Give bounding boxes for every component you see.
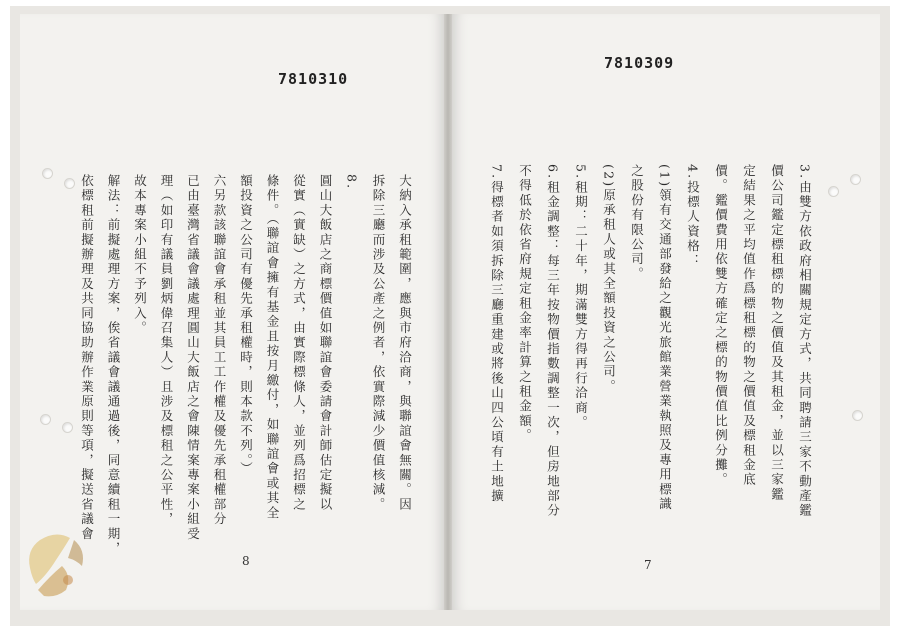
binding-hole <box>850 174 861 185</box>
binding-hole <box>828 186 839 197</box>
text-column: 圓山大飯店之商標價值如聯誼會委請會計師估定擬以 <box>318 174 333 513</box>
text-column: 從實（實缺）之方式，由實際標條人，並列爲招標之 <box>291 174 307 513</box>
right-page <box>452 14 880 610</box>
text-column: 價。鑑價費用依雙方確定之標的物價值比例分攤。 <box>713 164 729 488</box>
book-gutter <box>444 14 452 610</box>
text-column: 拆除三廳而涉及公產之例者，依實際減少價值核減。 <box>371 174 386 513</box>
text-column: 大納入承租範圍，應與市府洽商，與聯誼會無關。因 <box>397 174 413 513</box>
binding-hole <box>64 178 75 189</box>
text-column: 理（如印有議員劉炳偉召集人）且涉及標租之公平性， <box>159 174 174 527</box>
library-seal-logo <box>16 520 102 606</box>
text-column: 依標租前擬辦理及共同協助辦作業原則等項，擬送省議會 <box>79 174 95 542</box>
text-column: 7.得標者如須拆除三廳重建或將後山四公頃有土地擴 <box>489 164 505 504</box>
text-column: (1)領有交通部發給之觀光旅館業營業執照及專用標識 <box>657 164 673 512</box>
text-column: 之股份有限公司。 <box>629 164 645 282</box>
binding-hole <box>62 422 73 433</box>
binding-hole <box>40 414 51 425</box>
right-page-number: 7 <box>644 558 652 572</box>
text-column: 定結果之平均值作爲標租標的物之價值及標租金底 <box>741 164 757 488</box>
text-column: 解法：前擬處理方案，俟省議會議通過後，同意續租一期， <box>106 174 121 557</box>
text-column: 3.由雙方依政府相關規定方式，共同聘請三家不動產鑑 <box>797 164 813 519</box>
right-doc-number: 7810309 <box>604 54 675 72</box>
text-column: 4.投標人資格： <box>685 164 701 269</box>
text-column: 6.租金調整：每三年按物價指數調整一次，但房地部分 <box>545 164 561 519</box>
text-column: 不得低於依省府規定租金率計算之租金額。 <box>517 164 533 444</box>
text-column: 已由臺灣省議會議處理圓山大飯店之會陳情案專案小組受 <box>185 174 201 542</box>
left-doc-number: 7810310 <box>278 70 349 88</box>
text-column: 額投資之公司有優先承租權時，則本款不列。） <box>238 174 254 477</box>
text-column: 條件。（聯誼會擁有基金且按月繳付，如聯誼會或其全 <box>265 174 280 521</box>
text-column: 8. <box>344 174 360 191</box>
scanned-book-spread <box>10 6 890 626</box>
text-column: (2)原承租人或其全額投資之公司。 <box>601 164 617 395</box>
left-page-number: 8 <box>242 554 250 568</box>
binding-hole <box>42 168 53 179</box>
text-column: 5.租期：二十年，期滿雙方得再行洽商。 <box>573 164 589 431</box>
text-column: 故本專案小組不予列入。 <box>132 174 148 336</box>
binding-hole <box>852 410 863 421</box>
text-column: 價公司鑑定標租標的物之價值及其租金，並以三家鑑 <box>769 164 785 503</box>
text-column: 六另款該聯誼會承租並其員工工作權及優先承租權部分 <box>212 174 227 527</box>
